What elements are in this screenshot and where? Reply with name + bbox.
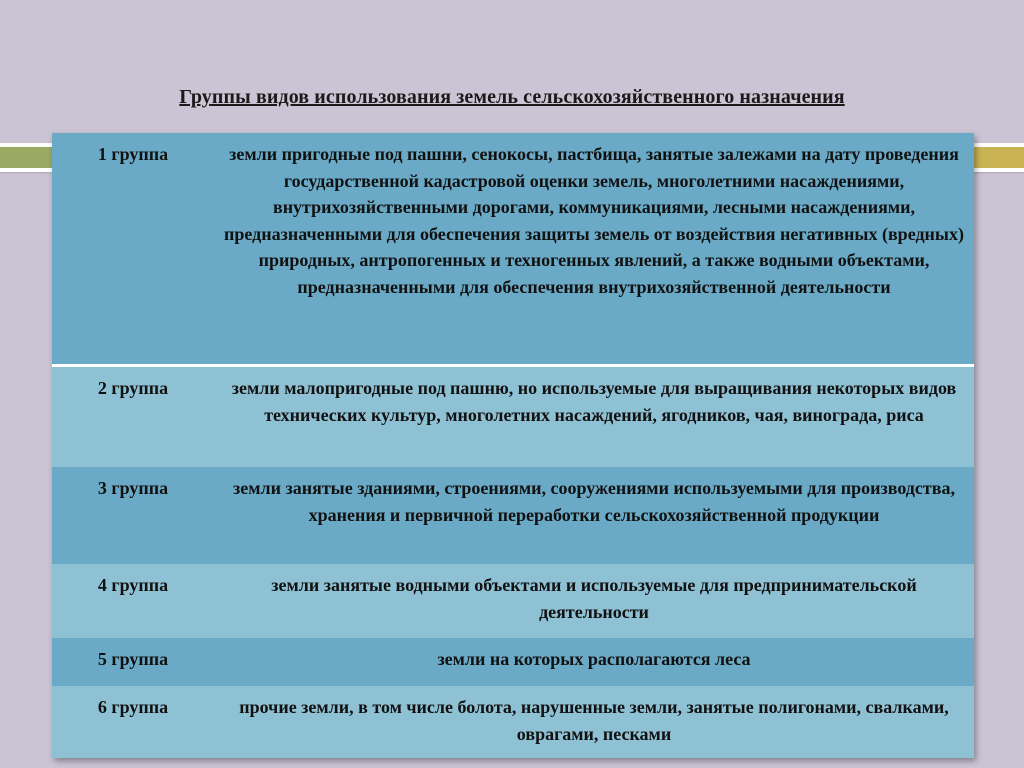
group-description: земли пригодные под пашни, сенокосы, пастбища, занятые залежами на дату проведения государственной кадастровой оценки земель, многолетними насаждениями, внутрихозяйственными дорогами, коммуникациями, лесными насаждениями, предназначенными для обеспечения защиты земель от воздействия негативных (вредных) природных, антропогенных и техногенных явлений, а также водными объектами, предназначенными для обеспечения внутрихозяйственной деятельности (214, 133, 974, 366)
group-description: земли занятые водными объектами и используемые для предпринимательской деятельности (214, 564, 974, 638)
page-title: Группы видов использования земель сельскохозяйственного назначения (179, 86, 845, 108)
group-description: прочие земли, в том числе болота, нарушенные земли, занятые полигонами, свалками, оврагами, песками (214, 686, 974, 758)
table-row (52, 133, 974, 366)
group-label: 3 группа (52, 467, 214, 564)
table-row (52, 366, 974, 468)
table-row (52, 467, 974, 564)
table-row (52, 564, 974, 638)
group-label: 6 группа (52, 686, 214, 758)
group-label: 4 группа (52, 564, 214, 638)
land-groups-table (52, 133, 974, 758)
group-description: земли на которых располагаются леса (214, 638, 974, 686)
table-row (52, 638, 974, 686)
accent-bar-left (0, 143, 52, 172)
group-label: 5 группа (52, 638, 214, 686)
table-row (52, 686, 974, 758)
group-label: 1 группа (52, 133, 214, 366)
group-label: 2 группа (52, 366, 214, 468)
group-description: земли занятые зданиями, строениями, сооружениями используемыми для производства, хранения и первичной переработки сельскохозяйственной продукции (214, 467, 974, 564)
group-description: земли малопригодные под пашню, но используемые для выращивания некоторых видов технических культур, многолетних насаждений, ягодников, чая, винограда, риса (214, 366, 974, 468)
accent-bar-right (974, 143, 1024, 172)
